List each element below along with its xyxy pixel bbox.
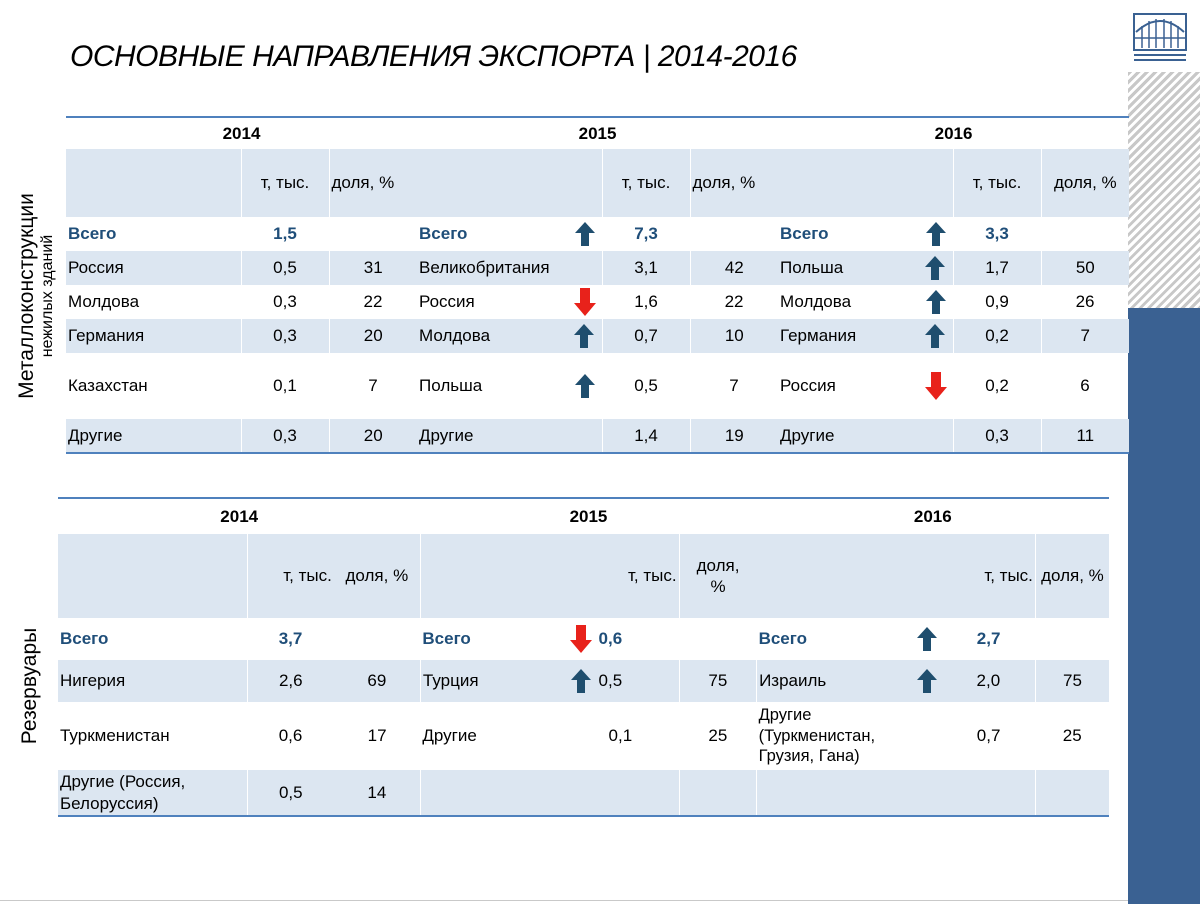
total-2016: 3,3	[985, 224, 1009, 243]
arrow-up-icon	[926, 290, 946, 314]
value-2014: 0,3	[241, 319, 329, 353]
arrow-up-icon	[575, 374, 595, 398]
table-row	[58, 660, 1109, 702]
country-2016: Россия	[780, 376, 836, 395]
arrow-up-icon	[925, 256, 945, 280]
tanks-table	[58, 497, 1109, 817]
value-2016: 0,2	[953, 319, 1041, 353]
table-row	[58, 702, 1109, 770]
value-2015: 0,5	[597, 660, 680, 702]
value-2015: 1,6	[634, 292, 658, 311]
share-2016: 11	[1041, 419, 1129, 453]
value-2014: 0,6	[278, 726, 303, 745]
share-2014: 20	[329, 319, 417, 353]
arrow-up-icon	[926, 222, 946, 246]
total-label: Всего	[422, 629, 471, 648]
arrow-up-icon	[574, 324, 594, 348]
share-2015: 19	[690, 419, 778, 453]
country-2015: Турция	[420, 660, 566, 702]
total-2014: 1,5	[273, 224, 297, 243]
year-2016: 2016	[757, 498, 1109, 534]
year-2014: 2014	[58, 498, 420, 534]
share-2016: 26	[1075, 292, 1095, 311]
value-2015: 0,5	[634, 376, 658, 395]
col-share-2014: доля, %	[334, 534, 421, 618]
country-2015: Другие	[422, 726, 477, 745]
country-2016: Другие (Туркменистан, Грузия, Гана)	[758, 706, 876, 766]
total-label: Всего	[419, 224, 468, 243]
table-row	[66, 353, 1129, 419]
total-2015: 0,6	[598, 629, 623, 648]
total-label: Всего	[60, 629, 109, 648]
arrow-up-icon	[917, 627, 937, 651]
value-2014: 0,1	[273, 376, 297, 395]
share-2014: 69	[334, 660, 421, 702]
share-2015: 25	[708, 726, 728, 745]
bridge-logo-icon	[1130, 8, 1190, 66]
col-unit-2016: т, тыс.	[953, 149, 1041, 217]
total-row	[66, 217, 1129, 251]
share-2014: 17	[367, 726, 387, 745]
country-2016: Другие	[778, 419, 918, 453]
total-label: Всего	[758, 629, 808, 648]
arrow-up-icon	[925, 324, 945, 348]
share-2016: 7	[1041, 319, 1129, 353]
page-title: ОСНОВНЫЕ НАПРАВЛЕНИЯ ЭКСПОРТА | 2014-2016	[70, 40, 797, 73]
year-header-row	[58, 498, 1109, 534]
share-2015: 7	[729, 376, 739, 395]
year-2014: 2014	[66, 117, 417, 149]
total-2015: 7,3	[634, 224, 658, 243]
value-2015: 0,1	[608, 726, 633, 745]
total-row	[58, 618, 1109, 660]
value-2016: 0,7	[976, 726, 1001, 745]
arrow-up-icon	[917, 669, 937, 693]
section1-label	[15, 146, 59, 446]
col-unit-2015: т, тыс.	[597, 534, 680, 618]
country-2014: Молдова	[68, 292, 140, 311]
share-2014: 31	[329, 251, 417, 285]
share-2015: 75	[679, 660, 757, 702]
country-2016: Израиль	[757, 660, 912, 702]
col-share-2015: доля, %	[690, 149, 778, 217]
value-2015: 1,4	[602, 419, 690, 453]
share-2015: 22	[724, 292, 744, 311]
section2-label	[18, 596, 46, 776]
col-unit-2014: т, тыс.	[247, 534, 334, 618]
col-unit-2014: т, тыс.	[241, 149, 329, 217]
value-2015: 3,1	[602, 251, 690, 285]
country-2014: Другие (Россия, Белоруссия)	[58, 770, 247, 816]
total-label: Всего	[68, 224, 117, 243]
col-share-2016: доля, %	[1041, 149, 1129, 217]
country-2014: Германия	[66, 319, 241, 353]
country-2015: Великобритания	[417, 251, 567, 285]
share-2016: 50	[1041, 251, 1129, 285]
value-2016: 0,2	[985, 376, 1009, 395]
value-2014: 2,6	[247, 660, 334, 702]
footer-divider	[0, 900, 1128, 901]
section1-label-line2: нежилых зданий	[38, 234, 56, 358]
share-2016: 6	[1080, 376, 1090, 395]
value-2014: 0,3	[273, 292, 297, 311]
arrow-down-icon	[925, 372, 947, 400]
country-2015: Россия	[419, 292, 475, 311]
country-2015: Польша	[419, 376, 483, 395]
total-2016: 2,7	[976, 629, 1001, 648]
value-2016: 0,9	[985, 292, 1009, 311]
value-2016: 1,7	[953, 251, 1041, 285]
section2-label-text: Резервуары	[18, 627, 41, 745]
country-2016: Польша	[778, 251, 918, 285]
table-row	[58, 770, 1109, 816]
col-share-2015: доля, %	[679, 534, 757, 618]
column-header-row	[66, 149, 1129, 217]
col-share-2016: доля, %	[1035, 534, 1109, 618]
arrow-down-icon	[570, 625, 592, 653]
value-2016: 2,0	[942, 660, 1036, 702]
value-2014: 0,5	[247, 770, 334, 816]
country-2015: Другие	[417, 419, 567, 453]
share-2015: 10	[690, 319, 778, 353]
col-unit-2015: т, тыс.	[602, 149, 690, 217]
year-2016: 2016	[778, 117, 1129, 149]
table-row	[66, 285, 1129, 319]
country-2016: Германия	[778, 319, 918, 353]
share-2014: 7	[368, 376, 378, 395]
arrow-up-icon	[571, 669, 591, 693]
value-2014: 0,3	[241, 419, 329, 453]
country-2014: Другие	[66, 419, 241, 453]
column-header-row	[58, 534, 1109, 618]
metal-structures-table	[66, 116, 1129, 454]
value-2014: 0,5	[241, 251, 329, 285]
total-2014: 3,7	[278, 629, 303, 648]
col-unit-2016: т, тыс.	[942, 534, 1036, 618]
col-share-2014: доля, %	[329, 149, 417, 217]
section1-label-line1: Металлоконструкции	[15, 193, 38, 399]
decorative-side-bar	[1128, 308, 1200, 904]
country-2015: Молдова	[417, 319, 567, 353]
value-2015: 0,7	[602, 319, 690, 353]
arrow-up-icon	[575, 222, 595, 246]
share-2016: 75	[1035, 660, 1109, 702]
country-2014: Казахстан	[68, 376, 148, 395]
decorative-hatch	[1128, 72, 1200, 308]
arrow-down-icon	[574, 288, 596, 316]
share-2014: 20	[329, 419, 417, 453]
table-row	[66, 251, 1129, 285]
year-2015: 2015	[417, 117, 778, 149]
value-2016: 0,3	[953, 419, 1041, 453]
share-2016: 25	[1062, 726, 1082, 745]
country-2014: Туркменистан	[60, 726, 170, 745]
share-2015: 42	[690, 251, 778, 285]
total-label: Всего	[780, 224, 829, 243]
share-2014: 22	[363, 292, 383, 311]
year-header-row	[66, 117, 1129, 149]
share-2014: 14	[334, 770, 421, 816]
table-row	[66, 419, 1129, 453]
country-2014: Россия	[66, 251, 241, 285]
table-row	[66, 319, 1129, 353]
country-2014: Нигерия	[58, 660, 247, 702]
year-2015: 2015	[420, 498, 756, 534]
country-2016: Молдова	[780, 292, 852, 311]
